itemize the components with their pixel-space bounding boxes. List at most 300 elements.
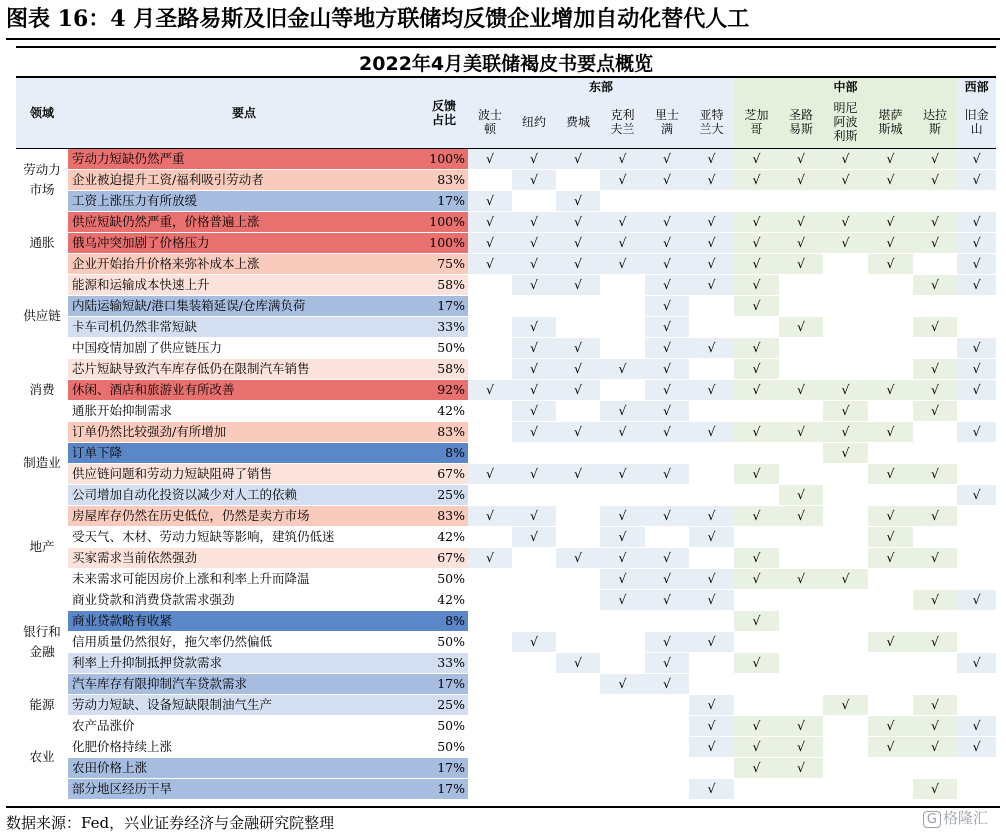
check-mark-icon: √ bbox=[913, 169, 957, 190]
empty-cell bbox=[868, 400, 913, 421]
point-cell: 订单仍然比较强劲/有所增加 bbox=[68, 421, 420, 442]
point-cell: 通胀开始抑制需求 bbox=[68, 400, 420, 421]
domain-cell: 能源 bbox=[16, 694, 68, 715]
check-mark-icon: √ bbox=[734, 463, 779, 484]
point-cell: 买家需求当前依然强劲 bbox=[68, 547, 420, 568]
table-row bbox=[16, 148, 996, 169]
check-mark-icon: √ bbox=[779, 484, 823, 505]
empty-cell bbox=[957, 400, 996, 421]
bank-header-10 bbox=[913, 96, 957, 148]
table-row bbox=[16, 589, 996, 610]
empty-cell bbox=[556, 526, 600, 547]
empty-cell bbox=[779, 358, 823, 379]
empty-cell bbox=[734, 673, 779, 694]
check-mark-icon: √ bbox=[734, 652, 779, 673]
empty-cell bbox=[913, 295, 957, 316]
share-cell: 83% bbox=[420, 505, 468, 526]
table-caption: 2022年4月美联储褐皮书要点概览 bbox=[16, 47, 996, 77]
table-row bbox=[16, 484, 996, 505]
check-mark-icon: √ bbox=[689, 568, 734, 589]
empty-cell bbox=[556, 442, 600, 463]
check-mark-icon: √ bbox=[823, 379, 868, 400]
bank-header-2 bbox=[556, 96, 600, 148]
check-mark-icon: √ bbox=[512, 421, 556, 442]
source-note: 数据来源：Fed，兴业证券经济与金融研究院整理 bbox=[6, 814, 335, 832]
bank-header-line: 纽约 bbox=[521, 114, 546, 129]
check-mark-icon: √ bbox=[913, 631, 957, 652]
empty-cell bbox=[556, 589, 600, 610]
empty-cell bbox=[689, 316, 734, 337]
table-row bbox=[16, 652, 996, 673]
empty-cell bbox=[600, 694, 645, 715]
empty-cell bbox=[779, 400, 823, 421]
empty-cell bbox=[868, 610, 913, 631]
bank-header-line: 费城 bbox=[565, 114, 590, 129]
empty-cell bbox=[645, 757, 689, 778]
point-cell: 商业贷款和消费贷款需求强劲 bbox=[68, 589, 420, 610]
empty-cell bbox=[957, 526, 996, 547]
empty-cell bbox=[823, 589, 868, 610]
empty-cell bbox=[689, 190, 734, 211]
empty-cell bbox=[913, 652, 957, 673]
share-cell: 100% bbox=[420, 148, 468, 169]
check-mark-icon: √ bbox=[957, 589, 996, 610]
check-mark-icon: √ bbox=[600, 358, 645, 379]
check-mark-icon: √ bbox=[468, 379, 512, 400]
empty-cell bbox=[823, 736, 868, 757]
check-mark-icon: √ bbox=[645, 673, 689, 694]
check-mark-icon: √ bbox=[868, 211, 913, 232]
table-row bbox=[16, 673, 996, 694]
empty-cell bbox=[600, 652, 645, 673]
empty-cell bbox=[913, 190, 957, 211]
table-row bbox=[16, 568, 996, 589]
check-mark-icon: √ bbox=[689, 379, 734, 400]
point-header: 要点 bbox=[68, 77, 420, 148]
check-mark-icon: √ bbox=[600, 589, 645, 610]
check-mark-icon: √ bbox=[823, 421, 868, 442]
empty-cell bbox=[779, 694, 823, 715]
check-mark-icon: √ bbox=[645, 358, 689, 379]
table-row bbox=[16, 505, 996, 526]
check-mark-icon: √ bbox=[779, 148, 823, 169]
check-mark-icon: √ bbox=[734, 505, 779, 526]
check-mark-icon: √ bbox=[645, 589, 689, 610]
empty-cell bbox=[868, 652, 913, 673]
empty-cell bbox=[868, 337, 913, 358]
check-mark-icon: √ bbox=[689, 232, 734, 253]
share-cell: 67% bbox=[420, 547, 468, 568]
check-mark-icon: √ bbox=[868, 547, 913, 568]
check-mark-icon: √ bbox=[468, 148, 512, 169]
empty-cell bbox=[823, 652, 868, 673]
check-mark-icon: √ bbox=[468, 211, 512, 232]
check-mark-icon: √ bbox=[556, 421, 600, 442]
check-mark-icon: √ bbox=[734, 148, 779, 169]
region-central-header: 中部 bbox=[734, 77, 957, 96]
empty-cell bbox=[868, 778, 913, 799]
table-row bbox=[16, 631, 996, 652]
empty-cell bbox=[823, 631, 868, 652]
check-mark-icon: √ bbox=[689, 589, 734, 610]
empty-cell bbox=[957, 547, 996, 568]
empty-cell bbox=[468, 736, 512, 757]
empty-cell bbox=[868, 295, 913, 316]
empty-cell bbox=[913, 337, 957, 358]
share-header-line-1: 反馈 bbox=[431, 98, 456, 113]
empty-cell bbox=[779, 631, 823, 652]
domain-cell: 制造业 bbox=[16, 421, 68, 505]
share-header-line-2: 占比 bbox=[431, 112, 456, 127]
check-mark-icon: √ bbox=[779, 169, 823, 190]
table-row bbox=[16, 547, 996, 568]
check-mark-icon: √ bbox=[957, 736, 996, 757]
empty-cell bbox=[868, 442, 913, 463]
check-mark-icon: √ bbox=[512, 358, 556, 379]
empty-cell bbox=[512, 673, 556, 694]
empty-cell bbox=[779, 526, 823, 547]
check-mark-icon: √ bbox=[868, 463, 913, 484]
check-mark-icon: √ bbox=[868, 169, 913, 190]
check-mark-icon: √ bbox=[957, 148, 996, 169]
table-row bbox=[16, 400, 996, 421]
check-mark-icon: √ bbox=[868, 421, 913, 442]
domain-cell: 地产 bbox=[16, 505, 68, 589]
check-mark-icon: √ bbox=[689, 337, 734, 358]
empty-cell bbox=[512, 484, 556, 505]
check-mark-icon: √ bbox=[913, 463, 957, 484]
point-cell: 供应短缺仍然严重，价格普遍上涨 bbox=[68, 211, 420, 232]
check-mark-icon: √ bbox=[600, 148, 645, 169]
empty-cell bbox=[957, 295, 996, 316]
empty-cell bbox=[468, 274, 512, 295]
empty-cell bbox=[957, 442, 996, 463]
check-mark-icon: √ bbox=[556, 652, 600, 673]
empty-cell bbox=[734, 442, 779, 463]
empty-cell bbox=[600, 379, 645, 400]
check-mark-icon: √ bbox=[913, 694, 957, 715]
share-cell: 33% bbox=[420, 652, 468, 673]
check-mark-icon: √ bbox=[468, 505, 512, 526]
check-mark-icon: √ bbox=[957, 253, 996, 274]
bank-header-line: 达拉 bbox=[922, 107, 947, 122]
check-mark-icon: √ bbox=[913, 358, 957, 379]
check-mark-icon: √ bbox=[823, 169, 868, 190]
check-mark-icon: √ bbox=[779, 757, 823, 778]
empty-cell bbox=[823, 778, 868, 799]
check-mark-icon: √ bbox=[645, 148, 689, 169]
check-mark-icon: √ bbox=[913, 505, 957, 526]
share-cell: 17% bbox=[420, 295, 468, 316]
check-mark-icon: √ bbox=[600, 526, 645, 547]
check-mark-icon: √ bbox=[468, 253, 512, 274]
point-cell: 利率上升抑制抵押贷款需求 bbox=[68, 652, 420, 673]
empty-cell bbox=[823, 757, 868, 778]
check-mark-icon: √ bbox=[689, 211, 734, 232]
share-cell: 50% bbox=[420, 568, 468, 589]
table-row bbox=[16, 295, 996, 316]
empty-cell bbox=[689, 295, 734, 316]
table-row bbox=[16, 211, 996, 232]
empty-cell bbox=[468, 169, 512, 190]
bank-header-line: 圣路 bbox=[788, 107, 813, 122]
check-mark-icon: √ bbox=[734, 547, 779, 568]
table-row bbox=[16, 610, 996, 631]
check-mark-icon: √ bbox=[913, 547, 957, 568]
empty-cell bbox=[779, 589, 823, 610]
check-mark-icon: √ bbox=[645, 568, 689, 589]
bank-header-line: 旧金 bbox=[964, 107, 989, 122]
table-row bbox=[16, 190, 996, 211]
check-mark-icon: √ bbox=[468, 190, 512, 211]
bank-header-5 bbox=[689, 96, 734, 148]
point-cell: 劳动力短缺仍然严重 bbox=[68, 148, 420, 169]
check-mark-icon: √ bbox=[868, 505, 913, 526]
empty-cell bbox=[868, 358, 913, 379]
empty-cell bbox=[600, 295, 645, 316]
check-mark-icon: √ bbox=[913, 778, 957, 799]
check-mark-icon: √ bbox=[645, 253, 689, 274]
empty-cell bbox=[868, 673, 913, 694]
empty-cell bbox=[689, 610, 734, 631]
check-mark-icon: √ bbox=[468, 463, 512, 484]
check-mark-icon: √ bbox=[512, 211, 556, 232]
share-cell: 100% bbox=[420, 232, 468, 253]
share-cell: 100% bbox=[420, 211, 468, 232]
bank-header-6 bbox=[734, 96, 779, 148]
check-mark-icon: √ bbox=[556, 253, 600, 274]
bank-header-1 bbox=[512, 96, 556, 148]
check-mark-icon: √ bbox=[868, 736, 913, 757]
empty-cell bbox=[734, 190, 779, 211]
share-cell: 67% bbox=[420, 463, 468, 484]
check-mark-icon: √ bbox=[645, 169, 689, 190]
share-cell: 8% bbox=[420, 442, 468, 463]
check-mark-icon: √ bbox=[734, 379, 779, 400]
check-mark-icon: √ bbox=[779, 379, 823, 400]
check-mark-icon: √ bbox=[913, 589, 957, 610]
point-cell: 工资上涨压力有所放缓 bbox=[68, 190, 420, 211]
table-row bbox=[16, 358, 996, 379]
empty-cell bbox=[468, 589, 512, 610]
beige-book-table bbox=[16, 46, 996, 800]
bank-header-4 bbox=[645, 96, 689, 148]
point-cell: 信用质量仍然很好，拖欠率仍然偏低 bbox=[68, 631, 420, 652]
check-mark-icon: √ bbox=[556, 337, 600, 358]
check-mark-icon: √ bbox=[512, 337, 556, 358]
check-mark-icon: √ bbox=[556, 463, 600, 484]
empty-cell bbox=[779, 652, 823, 673]
empty-cell bbox=[468, 442, 512, 463]
check-mark-icon: √ bbox=[957, 211, 996, 232]
empty-cell bbox=[957, 673, 996, 694]
check-mark-icon: √ bbox=[645, 232, 689, 253]
empty-cell bbox=[734, 589, 779, 610]
empty-cell bbox=[689, 652, 734, 673]
check-mark-icon: √ bbox=[512, 505, 556, 526]
empty-cell bbox=[645, 736, 689, 757]
point-cell: 商业贷款略有收紧 bbox=[68, 610, 420, 631]
domain-cell: 通胀 bbox=[16, 211, 68, 274]
share-cell: 17% bbox=[420, 190, 468, 211]
check-mark-icon: √ bbox=[734, 358, 779, 379]
table-row bbox=[16, 337, 996, 358]
empty-cell bbox=[957, 757, 996, 778]
point-cell: 受天气、木材、劳动力短缺等影响，建筑仍低迷 bbox=[68, 526, 420, 547]
empty-cell bbox=[823, 316, 868, 337]
empty-cell bbox=[556, 736, 600, 757]
empty-cell bbox=[823, 505, 868, 526]
empty-cell bbox=[957, 316, 996, 337]
empty-cell bbox=[734, 400, 779, 421]
empty-cell bbox=[645, 484, 689, 505]
empty-cell bbox=[468, 715, 512, 736]
empty-cell bbox=[823, 526, 868, 547]
check-mark-icon: √ bbox=[957, 421, 996, 442]
point-cell: 企业开始抬升价格来弥补成本上涨 bbox=[68, 253, 420, 274]
share-cell: 58% bbox=[420, 358, 468, 379]
table-caption-row bbox=[16, 47, 996, 77]
empty-cell bbox=[556, 400, 600, 421]
empty-cell bbox=[823, 715, 868, 736]
empty-cell bbox=[556, 484, 600, 505]
check-mark-icon: √ bbox=[512, 232, 556, 253]
empty-cell bbox=[913, 484, 957, 505]
bank-header-line: 波士 bbox=[477, 107, 502, 122]
bottom-rule bbox=[6, 806, 1000, 808]
domain-cell: 农业 bbox=[16, 715, 68, 799]
empty-cell bbox=[600, 442, 645, 463]
empty-cell bbox=[734, 778, 779, 799]
domain-cell: 供应链 bbox=[16, 274, 68, 358]
check-mark-icon: √ bbox=[734, 169, 779, 190]
empty-cell bbox=[512, 694, 556, 715]
empty-cell bbox=[468, 568, 512, 589]
share-cell: 17% bbox=[420, 757, 468, 778]
share-cell: 25% bbox=[420, 694, 468, 715]
empty-cell bbox=[468, 421, 512, 442]
check-mark-icon: √ bbox=[957, 358, 996, 379]
empty-cell bbox=[600, 484, 645, 505]
point-cell: 化肥价格持续上涨 bbox=[68, 736, 420, 757]
check-mark-icon: √ bbox=[600, 673, 645, 694]
check-mark-icon: √ bbox=[868, 526, 913, 547]
empty-cell bbox=[913, 442, 957, 463]
check-mark-icon: √ bbox=[734, 232, 779, 253]
point-cell: 俄乌冲突加剧了价格压力 bbox=[68, 232, 420, 253]
share-cell: 50% bbox=[420, 337, 468, 358]
check-mark-icon: √ bbox=[600, 547, 645, 568]
empty-cell bbox=[823, 463, 868, 484]
empty-cell bbox=[823, 337, 868, 358]
empty-cell bbox=[512, 190, 556, 211]
empty-cell bbox=[600, 715, 645, 736]
check-mark-icon: √ bbox=[823, 694, 868, 715]
point-cell: 休闲、酒店和旅游业有所改善 bbox=[68, 379, 420, 400]
check-mark-icon: √ bbox=[689, 526, 734, 547]
bank-header-line: 斯城 bbox=[878, 121, 903, 136]
check-mark-icon: √ bbox=[913, 736, 957, 757]
empty-cell bbox=[689, 673, 734, 694]
table-row bbox=[16, 778, 996, 799]
check-mark-icon: √ bbox=[913, 148, 957, 169]
empty-cell bbox=[734, 316, 779, 337]
table-row bbox=[16, 757, 996, 778]
check-mark-icon: √ bbox=[556, 379, 600, 400]
check-mark-icon: √ bbox=[512, 169, 556, 190]
check-mark-icon: √ bbox=[779, 211, 823, 232]
check-mark-icon: √ bbox=[734, 211, 779, 232]
check-mark-icon: √ bbox=[689, 631, 734, 652]
bank-header-line: 阿波 bbox=[833, 114, 858, 129]
empty-cell bbox=[468, 526, 512, 547]
empty-cell bbox=[468, 316, 512, 337]
empty-cell bbox=[556, 757, 600, 778]
bank-header-line: 夫兰 bbox=[610, 121, 635, 136]
check-mark-icon: √ bbox=[689, 253, 734, 274]
empty-cell bbox=[913, 757, 957, 778]
share-cell: 42% bbox=[420, 526, 468, 547]
domain-cell: 劳动力 市场 bbox=[16, 148, 68, 211]
check-mark-icon: √ bbox=[868, 631, 913, 652]
check-mark-icon: √ bbox=[734, 757, 779, 778]
check-mark-icon: √ bbox=[512, 400, 556, 421]
empty-cell bbox=[913, 253, 957, 274]
check-mark-icon: √ bbox=[512, 148, 556, 169]
empty-cell bbox=[512, 295, 556, 316]
point-cell: 内陆运输短缺/港口集装箱延误/仓库满负荷 bbox=[68, 295, 420, 316]
share-cell: 50% bbox=[420, 631, 468, 652]
point-cell: 供应链问题和劳动力短缺阻碍了销售 bbox=[68, 463, 420, 484]
watermark-logo-icon: G bbox=[923, 811, 941, 828]
empty-cell bbox=[556, 316, 600, 337]
empty-cell bbox=[689, 358, 734, 379]
check-mark-icon: √ bbox=[779, 421, 823, 442]
check-mark-icon: √ bbox=[689, 736, 734, 757]
domain-cell: 银行和 金融 bbox=[16, 589, 68, 694]
empty-cell bbox=[734, 484, 779, 505]
empty-cell bbox=[689, 442, 734, 463]
point-cell: 农产品涨价 bbox=[68, 715, 420, 736]
check-mark-icon: √ bbox=[600, 421, 645, 442]
check-mark-icon: √ bbox=[779, 715, 823, 736]
check-mark-icon: √ bbox=[556, 358, 600, 379]
bank-header-7 bbox=[779, 96, 823, 148]
domain-header: 领域 bbox=[16, 77, 68, 148]
empty-cell bbox=[957, 568, 996, 589]
table-row bbox=[16, 316, 996, 337]
check-mark-icon: √ bbox=[734, 337, 779, 358]
check-mark-icon: √ bbox=[689, 505, 734, 526]
empty-cell bbox=[468, 484, 512, 505]
check-mark-icon: √ bbox=[512, 253, 556, 274]
empty-cell bbox=[645, 610, 689, 631]
empty-cell bbox=[779, 295, 823, 316]
check-mark-icon: √ bbox=[734, 610, 779, 631]
check-mark-icon: √ bbox=[823, 211, 868, 232]
point-cell: 汽车库存有限抑制汽车贷款需求 bbox=[68, 673, 420, 694]
empty-cell bbox=[823, 610, 868, 631]
empty-cell bbox=[645, 715, 689, 736]
check-mark-icon: √ bbox=[645, 274, 689, 295]
bank-header-line: 明尼 bbox=[833, 100, 858, 115]
empty-cell bbox=[779, 610, 823, 631]
empty-cell bbox=[645, 778, 689, 799]
check-mark-icon: √ bbox=[734, 715, 779, 736]
check-mark-icon: √ bbox=[913, 211, 957, 232]
bank-header-9 bbox=[868, 96, 913, 148]
check-mark-icon: √ bbox=[600, 253, 645, 274]
